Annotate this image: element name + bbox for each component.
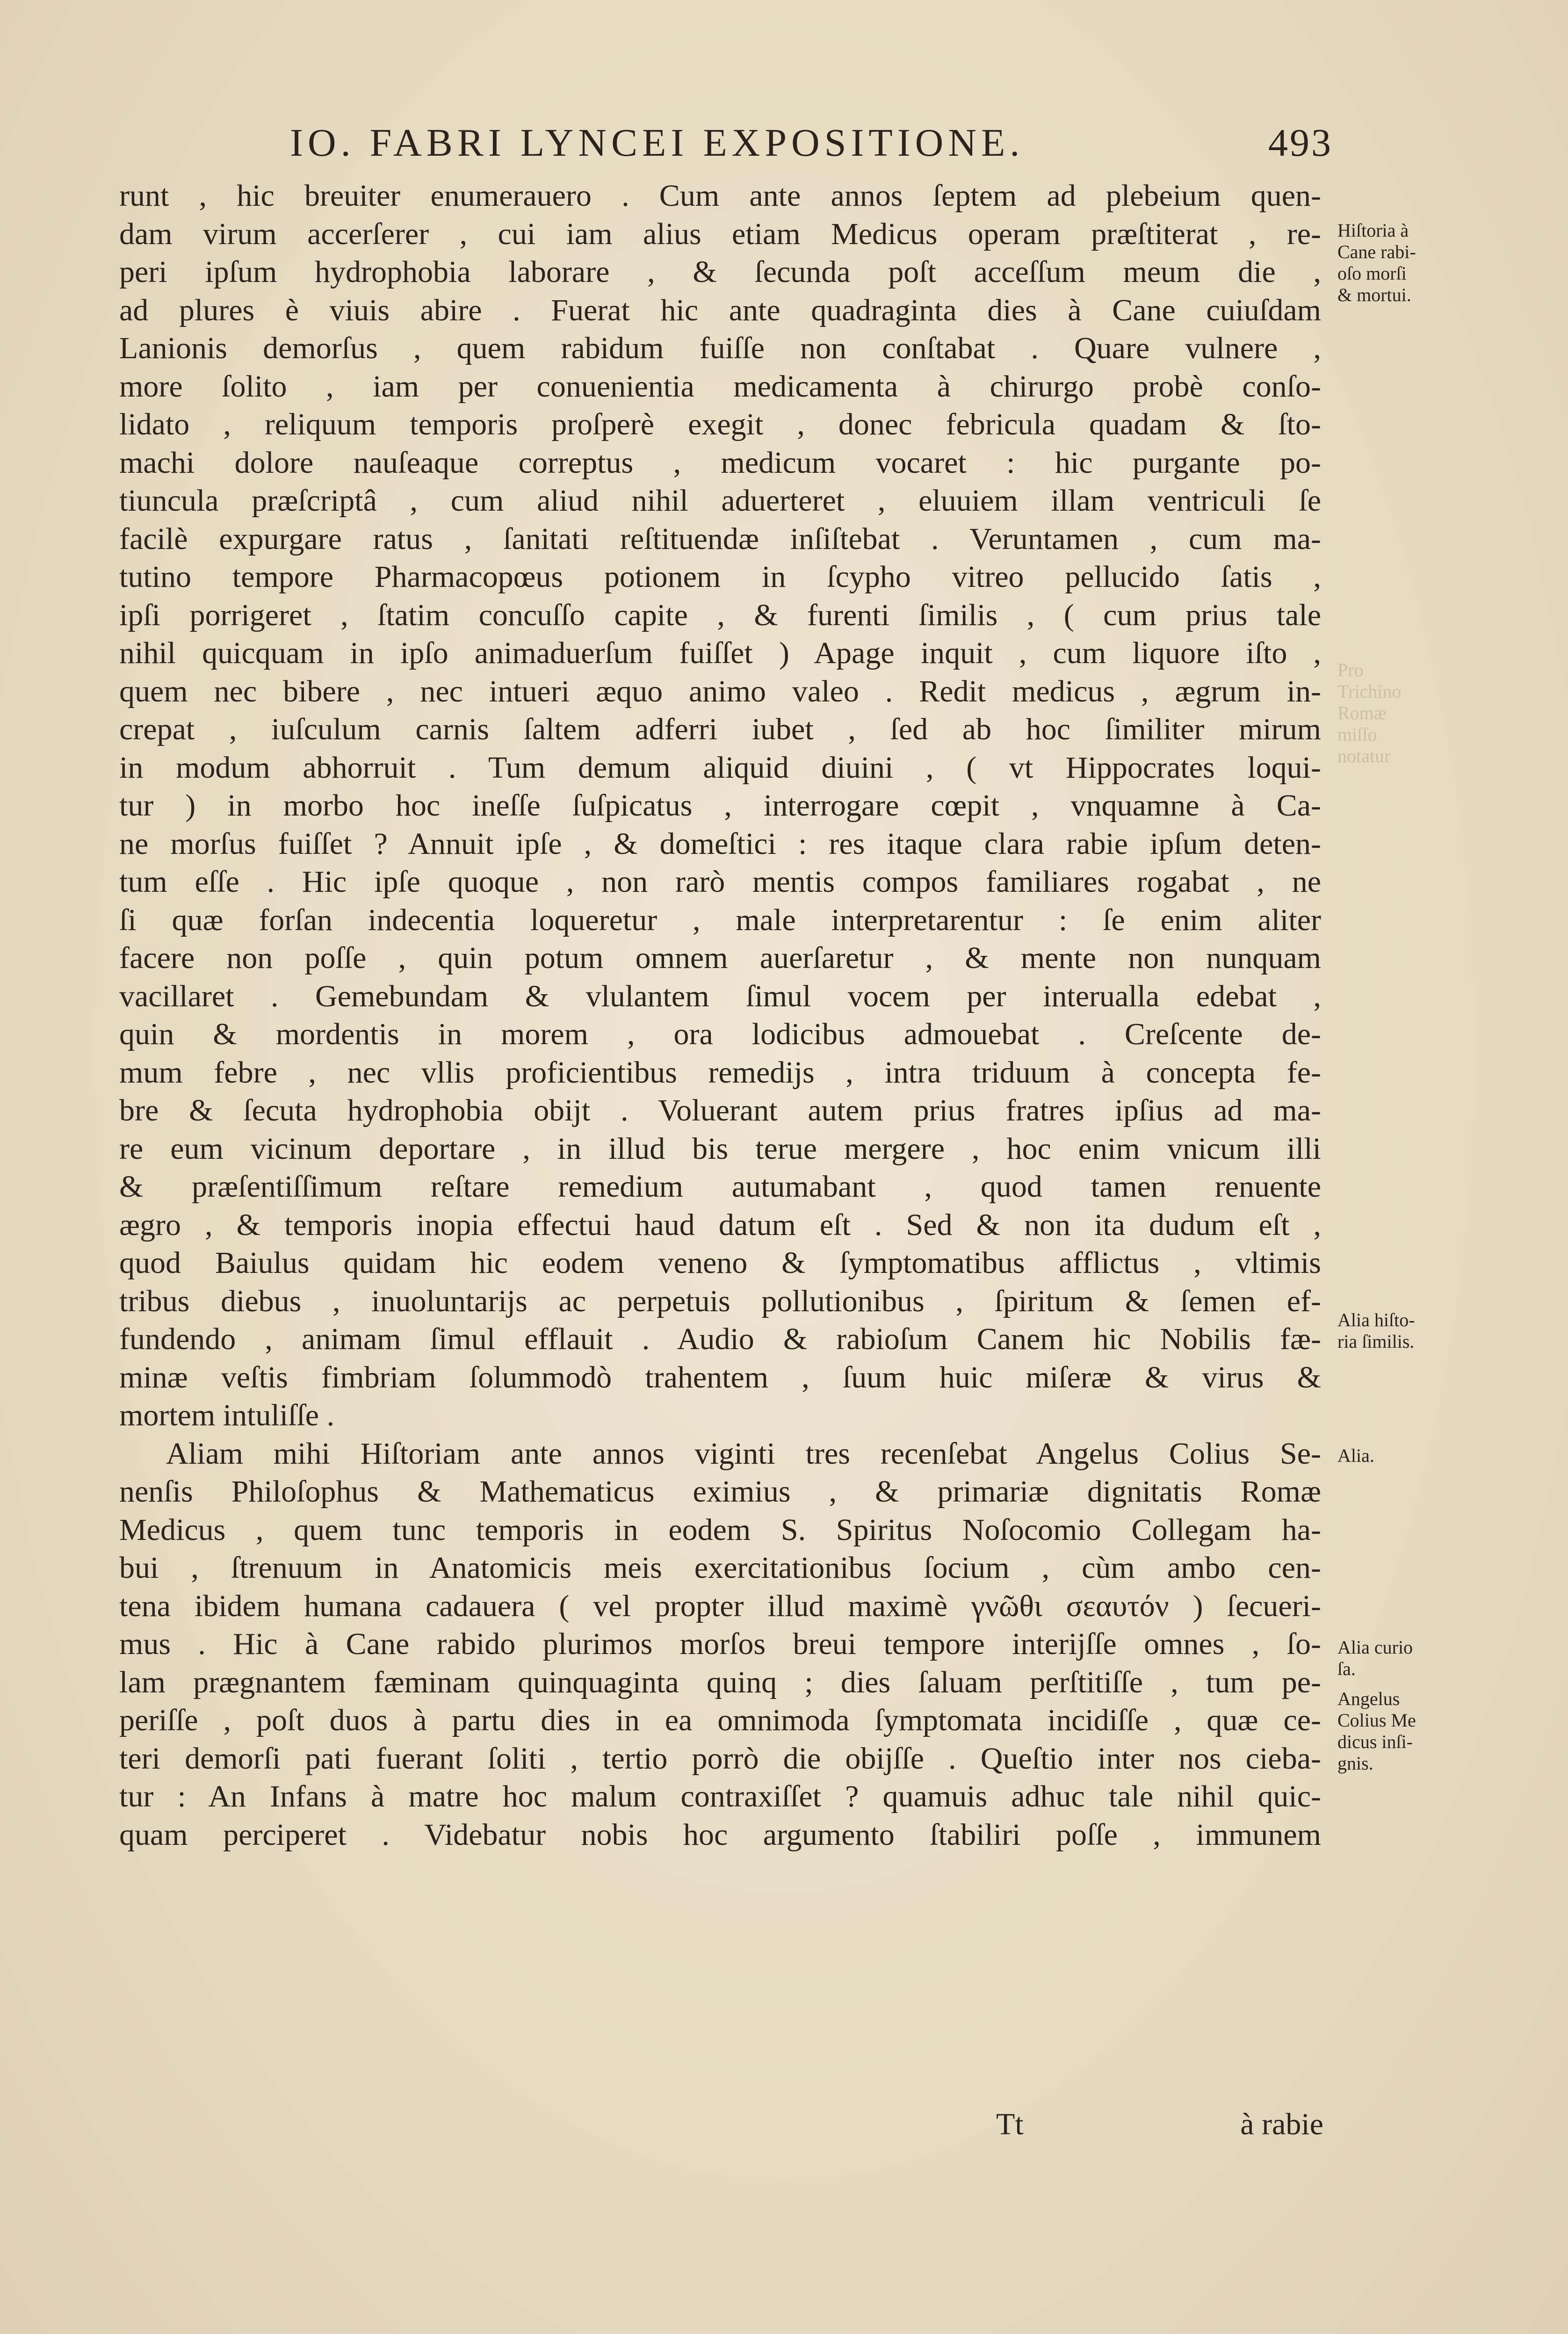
text-line-paragraph-start: Aliam mihi Hiſtoriam ante annos viginti tres recenſebat Angelus Colius Se- (166, 1436, 1321, 1471)
text-line: tribus diebus , inuoluntarijs ac perpetuis pollutionibus , ſpiritum & ſemen ef- (119, 1284, 1321, 1318)
text-line: dam virum accerſerer , cui iam alius etiam Medicus operam præſtiterat , re- (119, 217, 1321, 251)
text-line: nenſis Philoſophus & Mathematicus eximius , & primariæ dignitatis Romæ (119, 1474, 1321, 1509)
text-line: peri ipſum hydrophobia laborare , & ſecunda poſt acceſſum meum die , (119, 255, 1321, 289)
text-line: Medicus , quem tunc temporis in eodem S. Spiritus Noſocomio Collegam ha- (119, 1512, 1321, 1547)
margin-note: Angelus Colius Me dicus inſi- gnis. (1337, 1688, 1416, 1774)
text-line: runt , hic breuiter enumerauero . Cum ante annos ſeptem ad plebeium quen- (119, 179, 1321, 213)
margin-note: Alia. (1337, 1445, 1374, 1466)
text-line: quam perciperet . Videbatur nobis hoc argumento ſtabiliri poſſe , immunem (119, 1817, 1321, 1852)
text-line: facere non poſſe , quin potum omnem auerſaretur , & mente non nunquam (119, 941, 1321, 975)
text-line: re eum vicinum deportare , in illud bis terue mergere , hoc enim vnicum illi (119, 1131, 1321, 1166)
text-line: quem nec bibere , nec intueri æquo animo valeo . Redit medicus , ægrum in- (119, 674, 1321, 708)
text-line: lam prægnantem fæminam quinquaginta quinq ; dies ſaluam perſtitiſſe , tum pe- (119, 1665, 1321, 1699)
text-line: more ſolito , iam per conuenientia medicamenta à chirurgo probè conſo- (119, 369, 1321, 404)
text-line: nihil quicquam in ipſo animaduerſum fuiſſet ) Apage inquit , cum liquore iſto , (119, 636, 1321, 670)
text-line: tiuncula præſcriptâ , cum aliud nihil aduerteret , eluuiem illam ventriculi ſe (119, 484, 1321, 518)
text-line: tena ibidem humana cadauera ( vel propter illud maximè γνῶθι σεαυτόν ) ſecueri- (119, 1589, 1321, 1623)
margin-note: Alia hiſto- ria ſimilis. (1337, 1309, 1415, 1352)
text-line: mum febre , nec vllis proficientibus remedijs , intra triduum à concepta fe- (119, 1055, 1321, 1090)
text-line: crepat , iuſculum carnis ſaltem adferri iubet , ſed ab hoc ſimiliter mirum (119, 712, 1321, 746)
margin-note: Alia curio ſa. (1337, 1637, 1413, 1679)
text-line: & præſentiſſimum reſtare remedium autumabant , quod tamen renuente (119, 1170, 1321, 1204)
margin-note-faint: Pro Trichino Romæ miſſo notatur (1337, 659, 1402, 766)
text-line: tum eſſe . Hic ipſe quoque , non rarò mentis compos familiares rogabat , ne (119, 865, 1321, 899)
text-line: Lanionis demorſus , quem rabidum fuiſſe non conſtabat . Quare vulnere , (119, 331, 1321, 365)
text-line: ipſi porrigeret , ſtatim concuſſo capite , & furenti ſimilis , ( cum prius tale (119, 598, 1321, 632)
text-line: lidato , reliquum temporis proſperè exegit , donec febricula quadam & ſto- (119, 407, 1321, 441)
text-line: periſſe , poſt duos à partu dies in ea omnimoda ſymptomata incidiſſe , quæ ce- (119, 1703, 1321, 1737)
text-line: tur ) in morbo hoc ineſſe ſuſpicatus , interrogare cœpit , vnquamne à Ca- (119, 788, 1321, 823)
text-line: minæ veſtis fimbriam ſolummodò trahentem , ſuum huic miſeræ & virus & (119, 1360, 1321, 1395)
text-line: ſi quæ forſan indecentia loqueretur , male interpretarentur : ſe enim aliter (119, 903, 1321, 937)
text-line: tur : An Infans à matre hoc malum contraxiſſet ? quamuis adhuc tale nihil quic- (119, 1779, 1321, 1814)
text-line: quod Baiulus quidam hic eodem veneno & ſymptomatibus afflictus , vltimis (119, 1246, 1321, 1280)
text-line: in modum abhorruit . Tum demum aliquid diuini , ( vt Hippocrates loqui- (119, 750, 1321, 785)
text-line: ægro , & temporis inopia effectui haud datum eſt . Sed & non ita dudum eſt , (119, 1207, 1321, 1242)
text-line: bui , ſtrenuum in Anatomicis meis exercitationibus ſocium , cùm ambo cen- (119, 1551, 1321, 1585)
catchword-line (996, 2107, 1323, 2142)
text-line: bre & ſecuta hydrophobia obijt . Voluerant autem prius fratres ipſius ad ma- (119, 1093, 1321, 1127)
text-line: mortem intuliſſe . (119, 1398, 335, 1432)
running-header (290, 117, 1333, 168)
text-line: vacillaret . Gemebundam & vlulantem ſimul vocem per interualla edebat , (119, 979, 1321, 1013)
text-line: fundendo , animam ſimul efflauit . Audio & rabioſum Canem hic Nobilis fæ- (119, 1322, 1321, 1356)
text-line: quin & mordentis in morem , ora lodicibus admouebat . Creſcente de- (119, 1017, 1321, 1051)
text-line: teri demorſi pati fuerant ſoliti , tertio porrò die obijſſe . Queſtio inter nos cieba- (119, 1741, 1321, 1776)
catchword: à rabie (1240, 2107, 1323, 2141)
text-line: machi dolore nauſeaque correptus , medicum vocaret : hic purgante po- (119, 445, 1321, 480)
page-number: 493 (1268, 121, 1333, 165)
signature-mark: Tt (996, 2107, 1024, 2141)
text-line: facilè expurgare ratus , ſanitati reſtituendæ inſiſtebat . Veruntamen , cum ma- (119, 521, 1321, 556)
main-text-block (119, 177, 1321, 1854)
text-line: mus . Hic à Cane rabido plurimos morſos breui tempore interijſſe omnes , ſo- (119, 1627, 1321, 1661)
text-line: tutino tempore Pharmacopœus potionem in ſcypho vitreo pellucido ſatis , (119, 560, 1321, 594)
margin-note: Hiſtoria à Cane rabi- oſo morſi & mortui. (1337, 220, 1416, 305)
text-line: ne morſus fuiſſet ? Annuit ipſe , & domeſtici : res itaque clara rabie ipſum deten- (119, 826, 1321, 861)
text-line: ad plures è viuis abire . Fuerat hic ante quadraginta dies à Cane cuiuſdam (119, 293, 1321, 327)
running-title: IO. FABRI LYNCEI EXPOSITIONE. (290, 121, 1025, 165)
